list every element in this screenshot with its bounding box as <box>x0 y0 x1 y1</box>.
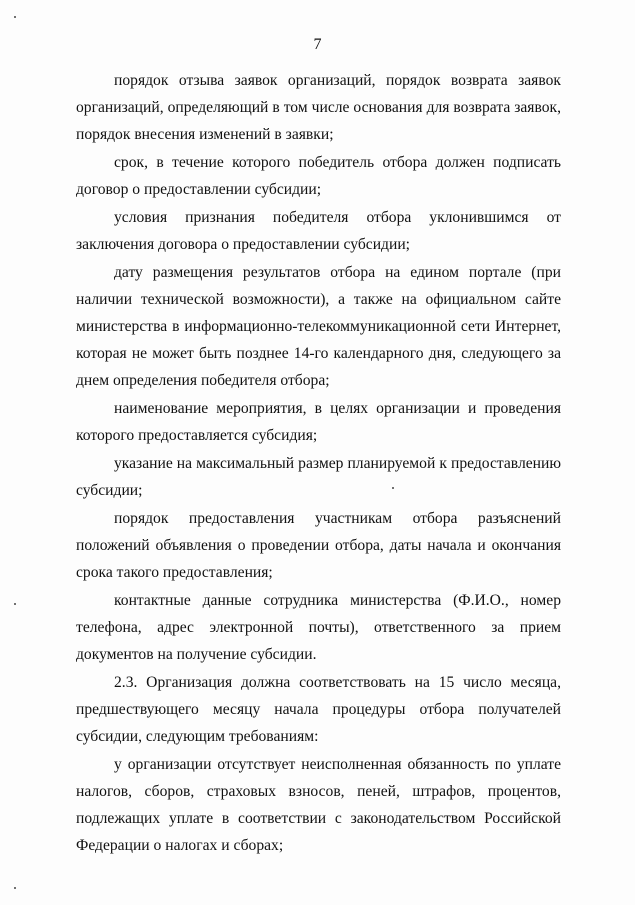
paragraph-contact-details: контактные данные сотрудника министерства (Ф.И.О., номер телефона, адрес электронной почты), ответственного за прием документов на получение субсидии. <box>76 592 561 663</box>
paragraph-section-2-3: 2.3. Организация должна соответствовать на 15 число месяца, предшествующего месяцу начала процедуры отбора получателей субсидии, следующим требованиям: <box>76 674 561 745</box>
scan-speck <box>14 887 16 889</box>
body-text <box>76 67 561 860</box>
scan-speck <box>14 16 16 18</box>
page-number: 7 <box>313 36 322 53</box>
paragraph-withdrawal-procedure: порядок отзыва заявок организаций, порядок возврата заявок организаций, определяющий в том числе основания для возврата заявок, порядок внесения изменений в заявки; <box>76 72 561 143</box>
scan-speck <box>14 603 16 605</box>
paragraph-clarification-procedure: порядок предоставления участникам отбора разъяснений положений объявления о проведении отбора, даты начала и окончания срока такого предоставления; <box>76 510 561 581</box>
paragraph-signing-deadline: срок, в течение которого победитель отбора должен подписать договор о предоставлении субсидии; <box>76 154 561 198</box>
paragraph-results-publication-date: дату размещения результатов отбора на едином портале (при наличии технической возможности), а также на официальном сайте министерства в информационно-телекоммуникационной сети Интернет, которая не может быть позднее 14-го календарного дня, следующего за днем определения победителя отбора; <box>76 264 561 389</box>
paragraph-event-name: наименование мероприятия, в целях организации и проведения которого предоставляется субсидия; <box>76 400 561 444</box>
paragraph-evasion-conditions: условия признания победителя отбора уклонившимся от заключения договора о предоставлении субсидии; <box>76 209 561 253</box>
paragraph-maximum-amount: указание на максимальный размер планируемой к предоставлению субсидии; <box>76 455 561 499</box>
paragraph-tax-obligations: у организации отсутствует неисполненная обязанность по уплате налогов, сборов, страховых взносов, пеней, штрафов, процентов, подлежащих уплате в соответствии с законодательством Российской Федерации о налогах и сборах; <box>76 756 561 854</box>
